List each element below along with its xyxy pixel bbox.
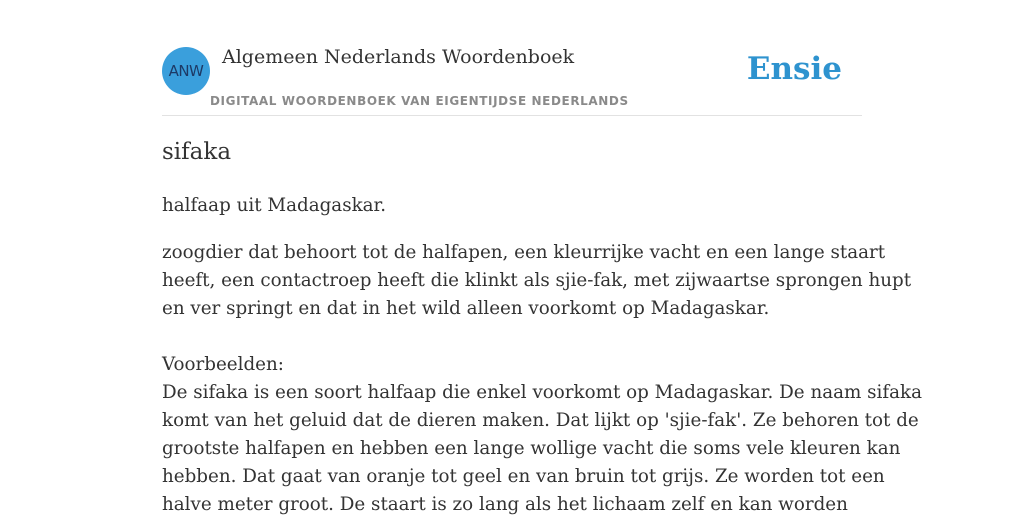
logo-text: ANW bbox=[168, 62, 204, 80]
long-definition-line: en ver springt en dat in het wild alleen voorkomt op Madagaskar. bbox=[162, 298, 770, 319]
long-definition-line: zoogdier dat behoort tot de halfapen, een kleurrijke vacht en een lange staart bbox=[162, 242, 886, 263]
examples-label: Voorbeelden: bbox=[162, 354, 284, 375]
long-definition bbox=[162, 239, 912, 323]
example-line: grootste halfapen en hebben een lange wollige vacht die soms vele kleuren kan bbox=[162, 438, 901, 459]
site-title[interactable]: Algemeen Nederlands Woordenboek bbox=[222, 46, 575, 68]
short-definition: halfaap uit Madagaskar. bbox=[162, 195, 387, 216]
entry-headword: sifaka bbox=[162, 139, 232, 165]
ensie-brand-link[interactable]: Ensie bbox=[746, 51, 842, 87]
example-line: hebben. Dat gaat van oranje tot geel en van bruin tot grijs. Ze worden tot een bbox=[162, 466, 885, 487]
example-line: halve meter groot. De staart is zo lang als het lichaam zelf en kan worden bbox=[162, 494, 848, 515]
example-line: De sifaka is een soort halfaap die enkel voorkomt op Madagaskar. De naam sifaka bbox=[162, 382, 923, 403]
example-text bbox=[162, 379, 923, 519]
long-definition-line: heeft, een contactroep heeft die klinkt als sjie-fak, met zijwaartse sprongen hupt bbox=[162, 270, 912, 291]
site-header bbox=[162, 0, 862, 116]
page bbox=[162, 0, 923, 515]
example-line: komt van het geluid dat de dieren maken. Dat lijkt op 'sjie-fak'. Ze behoren tot de bbox=[162, 410, 919, 431]
site-subtitle: DIGITAAL WOORDENBOEK VAN EIGENTIJDSE NEDERLANDS bbox=[210, 94, 629, 108]
anw-logo[interactable] bbox=[162, 47, 210, 95]
